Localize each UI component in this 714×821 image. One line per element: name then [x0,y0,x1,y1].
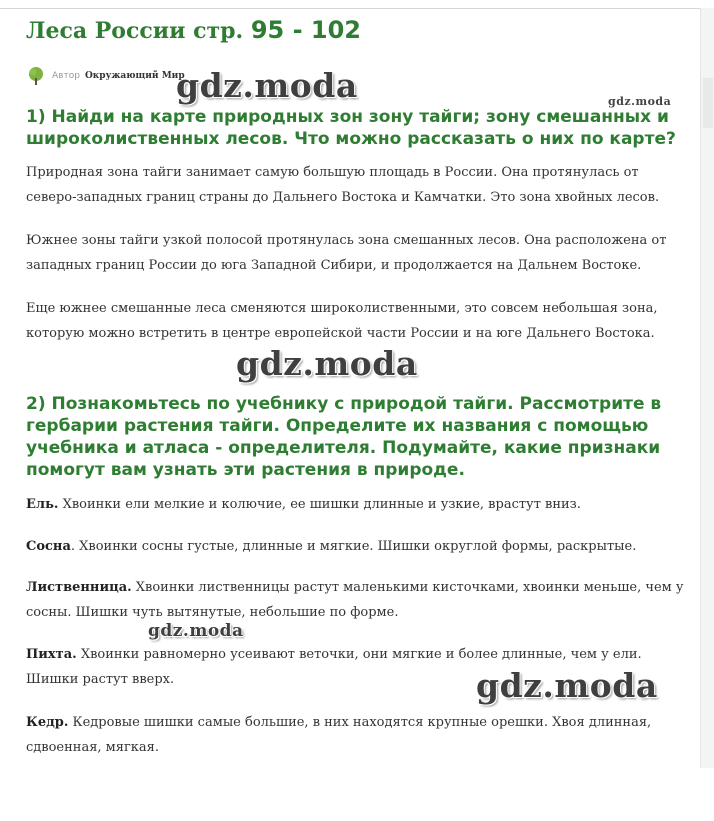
scrollbar-thumb[interactable] [703,78,713,128]
bottom-fade [0,775,700,821]
title-text: Леса России стр. [26,18,244,44]
plant-entry [26,492,581,517]
page-title [26,16,361,44]
plant-entry [26,710,690,760]
plant-name: Лиственница. [26,580,132,595]
plant-description: Хвоинки лиственницы растут маленькими кисточками, хвоинки меньше, чем у сосны. Шишки чуть вытянутые, небольшие по форме. [26,580,684,620]
watermark: gdz.moda [476,666,658,705]
question-2: 2) Познакомьтесь по учебнику с природой тайги. Рассмотрите в гербарии растения тайги. Определите их названия с помощью учебника и атласа - определителя. Подумайте, какие признаки помогут вам узнать эти растения в природе. [26,394,662,480]
plant-description: Кедровые шишки самые большие, в них находятся крупные орешки. Хвоя длинная, сдвоенная, мягкая. [26,715,652,755]
author-meta [26,66,185,86]
question-1: 1) Найди на карте природных зон зону тайги; зону смешанных и широколиственных лесов. Что можно рассказать о них по карте? [26,107,676,149]
plant-entry [26,642,690,692]
watermark-small: gdz.moda [608,95,672,108]
scrollbar[interactable] [700,8,714,768]
watermark: gdz.moda [148,621,244,641]
author-label: Автор [52,71,80,81]
watermark: gdz.moda [236,344,418,383]
title-pages: 95 - 102 [250,16,361,44]
tree-icon [26,66,46,86]
watermark: gdz.moda [176,66,358,105]
answer-1-paragraph: Южнее зоны тайги узкой полосой протянулась зона смешанных лесов. Она расположена от западных границ России до юга Западной Сибири, и продолжается на Дальнем Востоке. [26,233,667,273]
plant-description: . Хвоинки сосны густые, длинные и мягкие. Шишки округлой формы, раскрытые. [70,539,637,554]
plant-entry [26,534,636,559]
plant-name: Пихта. [26,647,77,662]
plant-name: Ель. [26,497,59,512]
answer-1-paragraph: Еще южнее смешанные леса сменяются широколиственными, это совсем небольшая зона, которую можно встретить в центре европейской части России и на юге Дальнего Востока. [26,301,658,341]
plant-entry [26,575,690,625]
author-name[interactable]: Окружающий Мир [84,71,185,81]
plant-name: Сосна [26,539,71,554]
plant-description: Хвоинки равномерно усеивают веточки, они мягкие и более длинные, чем у ели. Шишки растут вверх. [26,647,642,687]
plant-description: Хвоинки ели мелкие и колючие, ее шишки длинные и узкие, врастут вниз. [58,497,581,512]
plant-name: Кедр. [26,715,69,730]
top-divider [0,8,700,9]
answer-1-paragraph: Природная зона тайги занимает самую большую площадь в России. Она протянулась от северо-западных границ страны до Дальнего Востока и Камчатки. Это зона хвойных лесов. [26,165,660,205]
